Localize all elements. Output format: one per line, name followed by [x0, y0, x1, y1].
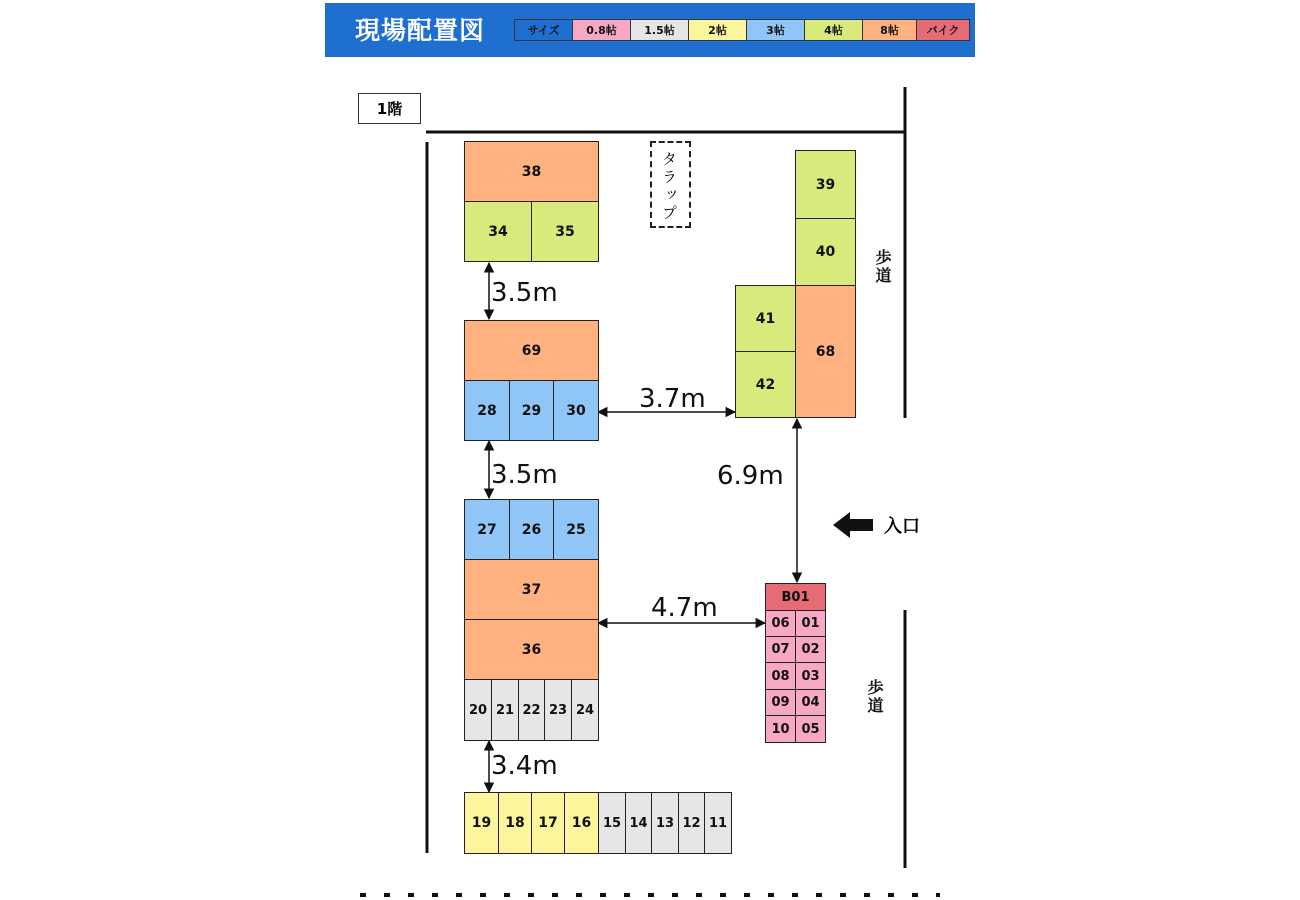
unit-06[interactable]: 06 — [765, 610, 796, 637]
unit-30[interactable]: 30 — [553, 380, 599, 441]
unit-16[interactable]: 16 — [564, 792, 599, 854]
unit-20[interactable]: 20 — [464, 679, 492, 741]
unit-12[interactable]: 12 — [678, 792, 705, 854]
unit-10[interactable]: 10 — [765, 715, 796, 743]
unit-22[interactable]: 22 — [518, 679, 545, 741]
distance-label: 3.4m — [491, 751, 558, 781]
unit-35[interactable]: 35 — [531, 201, 599, 262]
unit-34[interactable]: 34 — [464, 201, 532, 262]
unit-08[interactable]: 08 — [765, 662, 796, 690]
unit-23[interactable]: 23 — [544, 679, 572, 741]
unit-05[interactable]: 05 — [795, 715, 826, 743]
unit-25[interactable]: 25 — [553, 499, 599, 560]
distance-label: 3.5m — [491, 278, 558, 308]
legend-item-8: 8帖 — [863, 20, 917, 40]
trap-label: タラップ — [660, 151, 678, 223]
unit-11[interactable]: 11 — [704, 792, 732, 854]
entrance-label: 入口 — [884, 516, 920, 537]
unit-26[interactable]: 26 — [509, 499, 554, 560]
unit-28[interactable]: 28 — [464, 380, 510, 441]
unit-40[interactable]: 40 — [795, 218, 856, 286]
unit-19[interactable]: 19 — [464, 792, 499, 854]
unit-24[interactable]: 24 — [571, 679, 599, 741]
legend-item-0.8: 0.8帖 — [573, 20, 631, 40]
unit-21[interactable]: 21 — [491, 679, 519, 741]
unit-38[interactable]: 38 — [464, 141, 599, 202]
legend-item-1.5: 1.5帖 — [631, 20, 689, 40]
unit-42[interactable]: 42 — [735, 351, 796, 418]
sidewalk-label-top: 歩道 — [873, 249, 892, 285]
distance-label: 4.7m — [651, 593, 718, 623]
unit-18[interactable]: 18 — [498, 792, 532, 854]
unit-39[interactable]: 39 — [795, 150, 856, 219]
legend-item-3: 3帖 — [747, 20, 805, 40]
trap-area — [650, 141, 691, 228]
legend-item-4: 4帖 — [805, 20, 863, 40]
floor-label: 1階 — [358, 93, 421, 124]
unit-02[interactable]: 02 — [795, 636, 826, 663]
unit-07[interactable]: 07 — [765, 636, 796, 663]
unit-13[interactable]: 13 — [651, 792, 679, 854]
unit-09[interactable]: 09 — [765, 689, 796, 716]
unit-27[interactable]: 27 — [464, 499, 510, 560]
entrance-arrow-icon — [833, 512, 873, 538]
unit-04[interactable]: 04 — [795, 689, 826, 716]
sidewalk-label-bottom: 歩道 — [865, 679, 884, 715]
legend-item-bike: バイク — [917, 20, 969, 40]
unit-b01[interactable]: B01 — [765, 583, 826, 611]
unit-36[interactable]: 36 — [464, 619, 599, 680]
unit-37[interactable]: 37 — [464, 559, 599, 620]
legend-item-2: 2帖 — [689, 20, 747, 40]
unit-01[interactable]: 01 — [795, 610, 826, 637]
unit-15[interactable]: 15 — [598, 792, 626, 854]
distance-label: 6.9m — [717, 461, 784, 491]
unit-17[interactable]: 17 — [531, 792, 565, 854]
unit-69[interactable]: 69 — [464, 320, 599, 381]
unit-68[interactable]: 68 — [795, 285, 856, 418]
distance-label: 3.7m — [639, 384, 706, 414]
page-title: 現場配置図 — [355, 16, 486, 45]
distance-label: 3.5m — [491, 460, 558, 490]
unit-14[interactable]: 14 — [625, 792, 652, 854]
unit-29[interactable]: 29 — [509, 380, 554, 441]
unit-03[interactable]: 03 — [795, 662, 826, 690]
legend-item-size: サイズ — [515, 20, 573, 40]
unit-41[interactable]: 41 — [735, 285, 796, 352]
